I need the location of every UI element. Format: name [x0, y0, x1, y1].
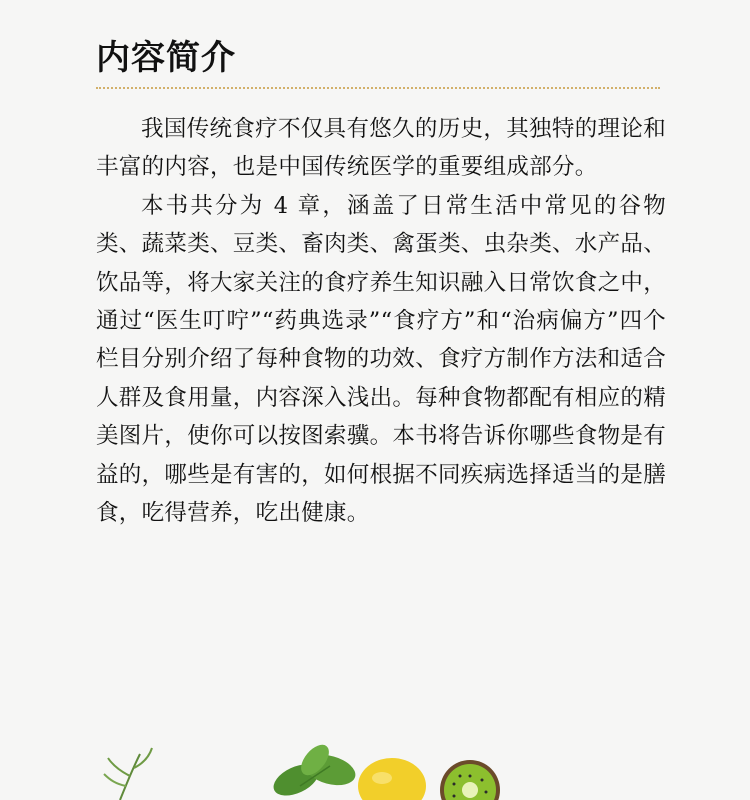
section-title: 内容简介: [96, 38, 236, 78]
lemon-icon: [358, 758, 426, 800]
title-divider: [96, 87, 660, 89]
intro-body: [96, 110, 666, 532]
kiwi-slice-icon: [440, 760, 500, 800]
mint-leaves-icon: [269, 740, 359, 800]
food-decoration: [0, 740, 750, 800]
intro-paragraph-1: 我国传统食疗不仅具有悠久的历史，其独特的理论和丰富的内容，也是中国传统医学的重要组成部分。: [96, 116, 666, 181]
intro-paragraph-2: 本书共分为 4 章，涵盖了日常生活中常见的谷物类、蔬菜类、豆类、畜肉类、禽蛋类、虫杂类、水产品、饮品等，将大家关注的食疗养生知识融入日常饮食之中，通过“医生叮咛”“药典选录”“食疗方”和“治病偏方”四个栏目分别介绍了每种食物的功效、食疗方制作方法和适合人群及食用量，内容深入浅出。每种食物都配有相应的精美图片，使你可以按图索骥。本书将告诉你哪些食物是有益的，哪些是有害的，如何根据不同疾病选择适当的是膳食，吃得营养，吃出健康。: [96, 192, 667, 527]
herb-sprig-icon: [104, 748, 152, 800]
